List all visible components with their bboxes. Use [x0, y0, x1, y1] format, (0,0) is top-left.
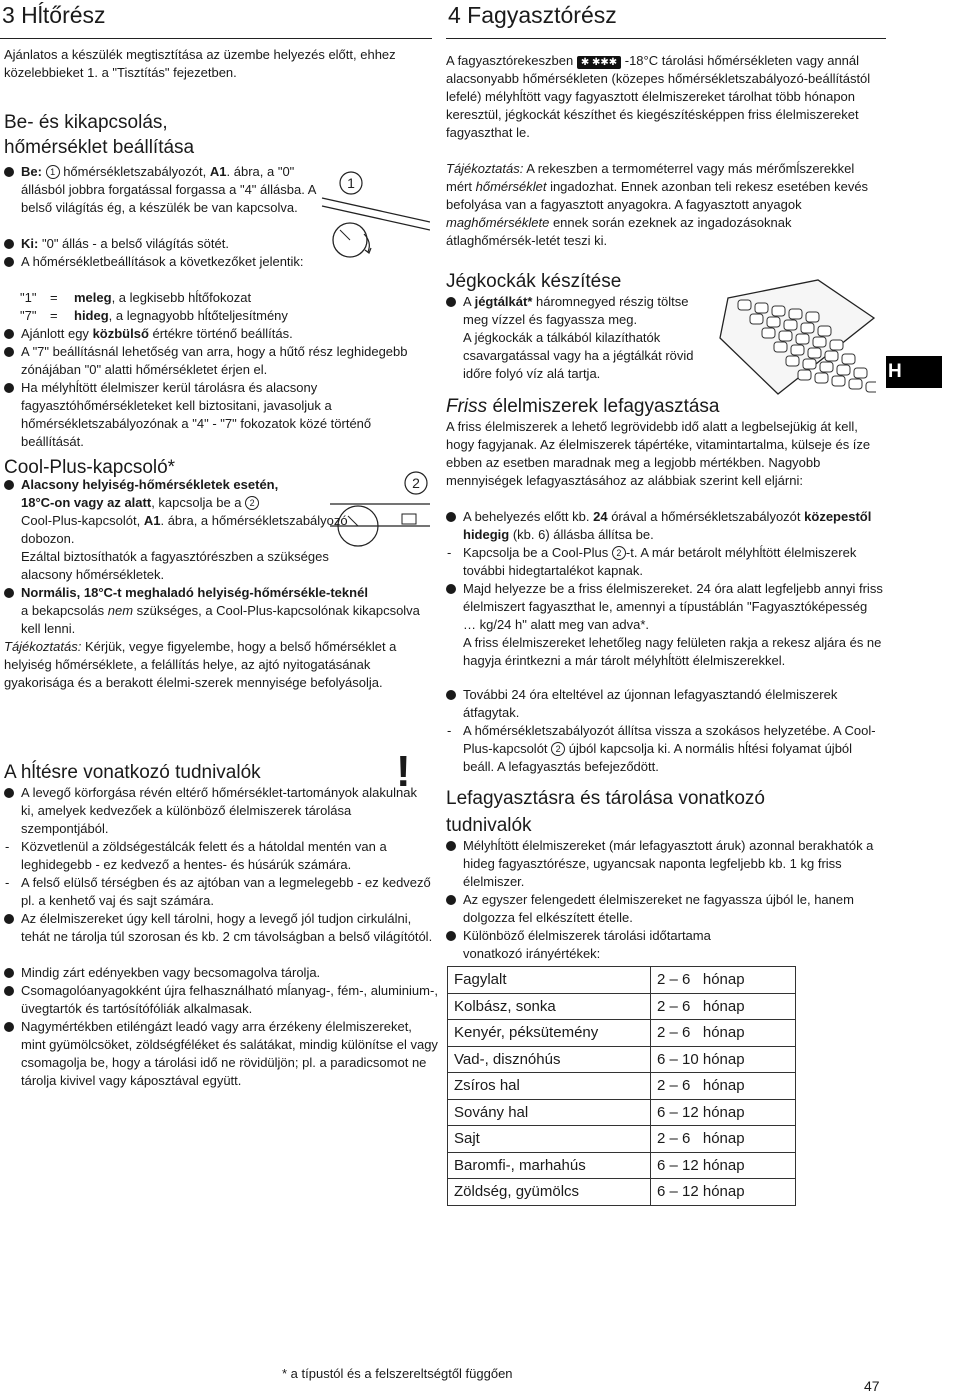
figure-2-label: 2 [412, 475, 420, 491]
setting-7-eq: = [50, 308, 58, 323]
setting-1-row [20, 289, 420, 307]
duration-cell: 2 – 6 hónap [651, 1126, 796, 1153]
on-text-a: hőmérsékletszabályozót, [63, 164, 207, 179]
preset-a: A behelyezés előtt kb. [463, 509, 590, 524]
duration-cell: 2 – 6 hónap [651, 1020, 796, 1047]
food-cell: Fagylalt [448, 967, 651, 994]
normal-temp-text-b: szükséges, a Cool-Plus-kapcsolónak kikapcsolva kell lenni. [21, 603, 420, 636]
bullet-recommended [4, 325, 431, 343]
duration-cell: 6 – 12 hónap [651, 1152, 796, 1179]
on-text-b: . ábra, a "0" állásból jobbra forgatással forgassa a "4" állásba. A belső világítás ég, a készülék be van kapcsolva. [21, 164, 316, 215]
bullet-after-24h [446, 686, 883, 722]
bullet-on [4, 163, 331, 217]
food-cell: Vad-, disznóhús [448, 1046, 651, 1073]
bullet-setting-7 [4, 343, 431, 379]
low-temp-bold-a: Alacsony helyiség-hőmérsékletek esetén, [21, 477, 279, 492]
ice-cell [796, 334, 809, 344]
info-note-text: Kérjük, vegye figyelembe, hogy a belső hőmérséklet a helyiség hőmérséklete, a felállítás helye, az ajtó nyitogatásának gyakorisága és a berakott élelmi-szerek mennyisége befolyásolja. [4, 639, 397, 690]
ice-tray-b: háromnegyed részig töltse meg vízzel és fagyassza meg. [463, 294, 689, 327]
off-label: Ki: [21, 236, 39, 251]
bullet-preset-thermostat [446, 508, 883, 544]
bullet-storage-times [446, 927, 773, 963]
preset-bold-a: 24 [593, 509, 608, 524]
figure-1-label: 1 [347, 175, 355, 191]
table-row [448, 967, 796, 994]
reset-a: A hőmérsékletszabályozót állítsa vissza a szokásos helyzetébe. A Cool-Plus-kapcsolót [463, 723, 876, 756]
bullet-low-temp [4, 476, 351, 584]
storage-times-text: Különböző élelmiszerek tárolási időtartama vonatkozó irányértékek: [463, 928, 711, 961]
bullet-dot [446, 512, 456, 522]
ice-cell [779, 331, 792, 341]
fresh-em: Friss [446, 396, 488, 417]
ice-cell [808, 348, 821, 358]
food-cell: Kolbász, sonka [448, 993, 651, 1020]
duration-cell: 2 – 6 hónap [651, 1073, 796, 1100]
ice-cell [803, 359, 816, 369]
deepfrozen-text: Ha mélyhĺtött élelmiszer kerül tárolásra és alacsony fagyasztóhőmérsékleteket kell biztositani, javasoljuk a hőmérsékletszabályozónak a "4" - "7" fokozatok közé történő beállítását. [21, 380, 372, 449]
ice-cell [786, 356, 799, 366]
recommended-bold: közbülső [92, 326, 149, 341]
on-figure-ref: A1 [209, 164, 227, 179]
after-24h-text: További 24 óra elteltével az újonnan lefagyasztandó élelmiszerek átfagytak. [463, 687, 838, 720]
freezer-note [446, 160, 882, 250]
bullet-dot [446, 297, 456, 307]
footnote: * a típustól és a felszereltségtől függően [282, 1366, 513, 1381]
info-note [4, 638, 424, 692]
bullet-packaging [4, 982, 439, 1018]
ice-cell [791, 345, 804, 355]
table-row [448, 1046, 796, 1073]
ice-cell [750, 314, 763, 324]
ice-cell [825, 351, 838, 361]
bullet-storage-spacing [4, 910, 439, 946]
duration-cell: 6 – 12 hónap [651, 1179, 796, 1206]
table-row [448, 1152, 796, 1179]
bullet-settings [4, 253, 321, 271]
bullet-deep-frozen-load [446, 837, 883, 891]
bullet-closed-containers [4, 964, 439, 982]
storage-spacing-text: Az élelmiszereket úgy kell tárolni, hogy a levegő jól tudjon cirkulálni, tehát ne tárolja túl szorosan és kb. 2 cm távolságban a belső világítótól. [21, 911, 433, 944]
setting-7-bold: hideg [74, 308, 109, 323]
bullet-dot [4, 788, 14, 798]
ice-cell [774, 342, 787, 352]
freezer-note-em: hőmérséklet [475, 179, 547, 194]
dash-mark: - [447, 545, 452, 560]
warmest-text: A felső elülső térségben és az ajtóban van a legmelegebb - ez kedvező pl. a kenhető vaj és sajt számára. [21, 875, 431, 908]
ice-cell [813, 337, 826, 347]
bullet-deepfrozen [4, 379, 431, 451]
dash-cool-plus-on [446, 544, 883, 580]
ice-cell [830, 340, 843, 350]
bullet-dot [4, 257, 14, 267]
off-text: "0" állás - a belső világítás sötét. [41, 236, 229, 251]
ice-cell [832, 376, 845, 386]
ice-cell [818, 326, 831, 336]
bullet-dot [4, 167, 14, 177]
heading-cooling-info: A hĺtésre vonatkozó tudnivalók [4, 762, 261, 783]
table-row [448, 1073, 796, 1100]
dash-coldest [4, 838, 439, 874]
ice-tray-c: A jégkockák a tálkából kilazíthatók csavargatással vagy ha a jégtálkát rövid időre folyó víz alá tartja. [463, 330, 694, 381]
ice-cell [798, 370, 811, 380]
ice-cell [866, 382, 876, 392]
bullet-dot [446, 584, 456, 594]
ref-circle-2: 2 [612, 546, 626, 560]
preset-b: órával a hőmérsékletszabályozót [611, 509, 801, 524]
ice-cell [837, 365, 850, 375]
ice-cell [767, 317, 780, 327]
food-cell: Zöldség, gyümölcs [448, 1179, 651, 1206]
table-row [448, 1099, 796, 1126]
freezer-note-em2: maghőmérséklete [446, 215, 550, 230]
settings-text: A hőmérsékletbeállítások a következőket jelentik: [21, 254, 304, 269]
freezer-intro-a: A fagyasztórekeszben [446, 53, 574, 68]
title-rule [0, 38, 432, 39]
bullet-dot [4, 968, 14, 978]
bullet-dot [4, 1022, 14, 1032]
low-temp-text-a: , kapcsolja be a [151, 495, 242, 510]
low-temp-text-b: Cool-Plus-kapcsolót, [21, 513, 141, 528]
ice-cell [772, 306, 785, 316]
food-cell: Zsíros hal [448, 1073, 651, 1100]
preset-bold-b: közepestől hidegig [463, 509, 872, 542]
bullet-ethylene [4, 1018, 439, 1090]
ice-cell [801, 323, 814, 333]
bullet-dot [4, 329, 14, 339]
title-rule [446, 38, 886, 39]
on-label: Be: [21, 164, 42, 179]
intro-text: Ajánlatos a készülék megtisztítása az üzembe helyezés előtt, ehhez közelebbieket 1. a "Tisztítás" fejezetben. [4, 47, 396, 80]
table-row [448, 1020, 796, 1047]
ice-cell [789, 309, 802, 319]
packaging-text: Csomagolóanyagokként újra felhasználható mĺanyag-, fém-, aluminium-, üvegtartók és tartósítófóliák alkalmasak. [21, 983, 438, 1016]
bullet-ice-tray [446, 293, 713, 383]
setting-1-rest: , a legkisebb hĺtőfokozat [111, 290, 252, 305]
heading-ice-cubes: Jégkockák készítése [446, 271, 622, 292]
food-cell: Kenyér, péksütemény [448, 1020, 651, 1047]
heading-fresh-food [446, 394, 719, 420]
bullet-dot [4, 914, 14, 924]
cool-plus-on-b: -t. A már betárolt mélyhĺtött élelmiszerek további hidegtartalékot kapnak. [463, 545, 857, 578]
bullet-dot [4, 383, 14, 393]
setting-7-row [20, 307, 420, 325]
ice-tray-a: A [463, 294, 471, 309]
dash-mark: - [5, 875, 10, 890]
heading-storage-line2: tudnivalók [446, 815, 532, 836]
fresh-heading-text: élelmiszerek lefagyasztása [492, 396, 720, 417]
warning-mark: ! [396, 747, 411, 796]
bullet-normal-temp [4, 584, 441, 638]
ice-cell [738, 300, 751, 310]
air-circulation-text: A levegő körforgása révén eltérő hőmérséklet-tartományok alakulnak ki, amelyek kedvezőek a különböző élelmiszerek tárolása szempontjából. [21, 785, 417, 836]
freezer-intro-b: -18°C tárolási hőmérsékleten vagy annál alacsonyabb hőmérsékleten (közepes hőmérsékletszabályozó-beállítástól lefelé) mélyhĺtött vagy fagyasztott élelmiszereket tárolhat több hónapon keresztül, jégkockát készíthet és kiegészítésképpen friss élelmiszereket fagyaszthat le. [446, 53, 871, 140]
preset-c: (kb. 6) állásba állítsa be. [512, 527, 654, 542]
dash-warmest [4, 874, 439, 910]
bullet-place-food [446, 580, 883, 670]
bullet-dot [446, 690, 456, 700]
food-cell: Baromfi-, marhahús [448, 1152, 651, 1179]
low-temp-text-d: Ezáltal biztosíthatók a fagyasztórészben a szükséges alacsony hőmérsékletek. [21, 549, 329, 582]
duration-cell: 6 – 12 hónap [651, 1099, 796, 1126]
bullet-off [4, 235, 331, 253]
thermostat-figure-1 [320, 170, 430, 270]
ice-cell [849, 379, 862, 389]
dash-mark: - [447, 723, 452, 738]
low-temp-bold-b: 18°C-on vagy az alatt [21, 495, 152, 510]
ice-cell [854, 368, 867, 378]
table-row [448, 1126, 796, 1153]
deep-frozen-load-text: Mélyhĺtött élelmiszereket (már lefagyasztott áruk) azonnal berakhatók a hideg fagyasztórésze, ugyancsak naponta legfeljebb kb. 1 kg friss élelmiszer. [463, 838, 874, 889]
bullet-dot [446, 841, 456, 851]
dash-mark: - [5, 839, 10, 854]
place-food-b: A friss élelmiszereket lehetőleg nagy felületen rakja a rekesz aljára és ne hagyja érintkezni a már tárolt mélyhĺtött élelmiszerekkel. [463, 635, 882, 668]
ice-cell [784, 320, 797, 330]
recommended-text-a: Ajánlott egy [21, 326, 89, 341]
bullet-air-circulation [4, 784, 431, 838]
freezer-intro [446, 52, 882, 142]
language-tab [886, 356, 942, 388]
cool-plus-on-a: Kapcsolja be a Cool-Plus [463, 545, 609, 560]
section-title-cooling: 3 Hĺtőrész [2, 2, 106, 28]
freezer-note-a: A rekeszben a termométerrel vagy más mérőmĺszerekkel mért [446, 161, 855, 194]
ice-cell [815, 373, 828, 383]
freezer-note-b: ingadozhat. Ennek azonban teli rekesz esetében kevés befolyása van a fagyasztott anyagokra. A fagyasztott anyagok [446, 179, 869, 212]
fresh-food-paragraph: A friss élelmiszerek a lehető legrövidebb idő alatt a legbelsejükig át kell, hogy fagyjanak. Az élelmiszerek tápértéke, vitamintartalma, külseje és íze ebben az esetben maradnak meg a legjobb mértékben. Nagyobb mennyiségek lefagyasztásához az alábbiak szerint kell eljárni: [446, 419, 871, 488]
low-temp-text-c: . ábra, a hőmérsékletszabályozó dobozon. [21, 513, 348, 546]
setting-1-num: "1" [20, 290, 37, 305]
setting-7-num: "7" [20, 308, 37, 323]
ice-tray-image [718, 278, 876, 396]
setting-7-text: A "7" beállításnál lehetőség van arra, hogy a hűtő rész leghidegebb zónájában "0" alatti hőmérsékletet érjen el. [21, 344, 408, 377]
setting-1-bold: meleg [74, 290, 112, 305]
ref-circle-2: 2 [551, 742, 565, 756]
ice-cell [806, 312, 819, 322]
bullet-dot [446, 931, 456, 941]
bullet-dot [4, 588, 14, 598]
low-temp-fig-ref: A1 [143, 513, 161, 528]
no-refreeze-text: Az egyszer felengedett élelmiszereket ne fagyassza újból le, hanem dolgozza fel elkészített ételle. [463, 892, 854, 925]
language-tab-label: H [888, 361, 902, 382]
setting-7-rest: , a legnagyobb hĺtőteljesítmény [108, 308, 288, 323]
page-number: 47 [864, 1378, 880, 1394]
bullet-dot [446, 895, 456, 905]
freezer-note-c: ennek során ezeknek az ingadozásoknak átlaghőmérsék-letét teszi ki. [446, 215, 792, 248]
duration-cell: 2 – 6 hónap [651, 967, 796, 994]
storage-time-table [447, 966, 796, 1206]
ethylene-text: Nagymértékben etiléngázt leadó vagy arra érzékeny élelmiszereket, mint gyümölcsöket, zöldségféléket és salátákat, mindig különítse el vagy csomagolja be, hogy a tárolási idő ne rövidüljön; pl. a paradicsomot ne tárolja kivivel vagy káposztával együtt. [21, 1019, 438, 1088]
freezer-note-label: Tájékoztatás: [446, 161, 524, 176]
bullet-dot [4, 347, 14, 357]
duration-cell: 6 – 10 hónap [651, 1046, 796, 1073]
heading-on-off-line2: hőmérséklet beállítása [4, 137, 195, 158]
ref-circle-2: 2 [245, 496, 259, 510]
heading-on-off-line1: Be- és kikapcsolás, [4, 112, 168, 133]
bullet-dot [4, 986, 14, 996]
reset-b: újból kapcsolja ki. A normális hĺtési folyamat újból beáll. A lefagyasztás befejeződött. [463, 741, 853, 774]
ice-cell [842, 354, 855, 364]
closed-containers-text: Mindig zárt edényekben vagy becsomagolva tárolja. [21, 965, 321, 980]
food-cell: Sovány hal [448, 1099, 651, 1126]
normal-temp-em: nem [107, 603, 134, 618]
recommended-text-b: értékre történő beállítás. [152, 326, 293, 341]
dash-reset-thermostat [446, 722, 883, 776]
ref-circle-1: 1 [46, 165, 60, 179]
duration-cell: 2 – 6 hónap [651, 993, 796, 1020]
bullet-dot [4, 239, 14, 249]
bullet-dot [4, 480, 14, 490]
ice-cell [755, 303, 768, 313]
section-title-freezer: 4 Fagyasztórész [448, 2, 617, 28]
heading-storage-line1: Lefagyasztásra és tárolása vonatkozó [446, 788, 765, 809]
place-food-a: Majd helyezze be a friss élelmiszereket. 24 óra alatt legfeljebb annyi friss élelmiszert fagyaszthat le, amennyi a típustáblán "Fagyasztóképesség … kg/24 h" alatt meg van adva*. [463, 581, 883, 632]
four-star-icon: ✱ ✱✱✱ [577, 56, 621, 69]
ice-tray-bold: jégtálkát* [474, 294, 533, 309]
bullet-no-refreeze [446, 891, 883, 927]
setting-1-eq: = [50, 290, 58, 305]
coldest-text: Közvetlenül a zöldségestálcák felett és a hátoldal mentén van a leghidegebb - ez kedvező a hentes- és húsárúk számára. [21, 839, 387, 872]
heading-cool-plus: Cool-Plus-kapcsoló* [4, 457, 176, 478]
table-row [448, 1179, 796, 1206]
food-cell: Sajt [448, 1126, 651, 1153]
ice-cell [762, 328, 775, 338]
table-row [448, 993, 796, 1020]
normal-temp-bold: Normális, 18°C-t meghaladó helyiség-hőmérsékle-teknél [21, 585, 368, 600]
normal-temp-text-a: a bekapcsolás [21, 603, 105, 618]
info-note-label: Tájékoztatás: [4, 639, 82, 654]
ice-cell [820, 362, 833, 372]
